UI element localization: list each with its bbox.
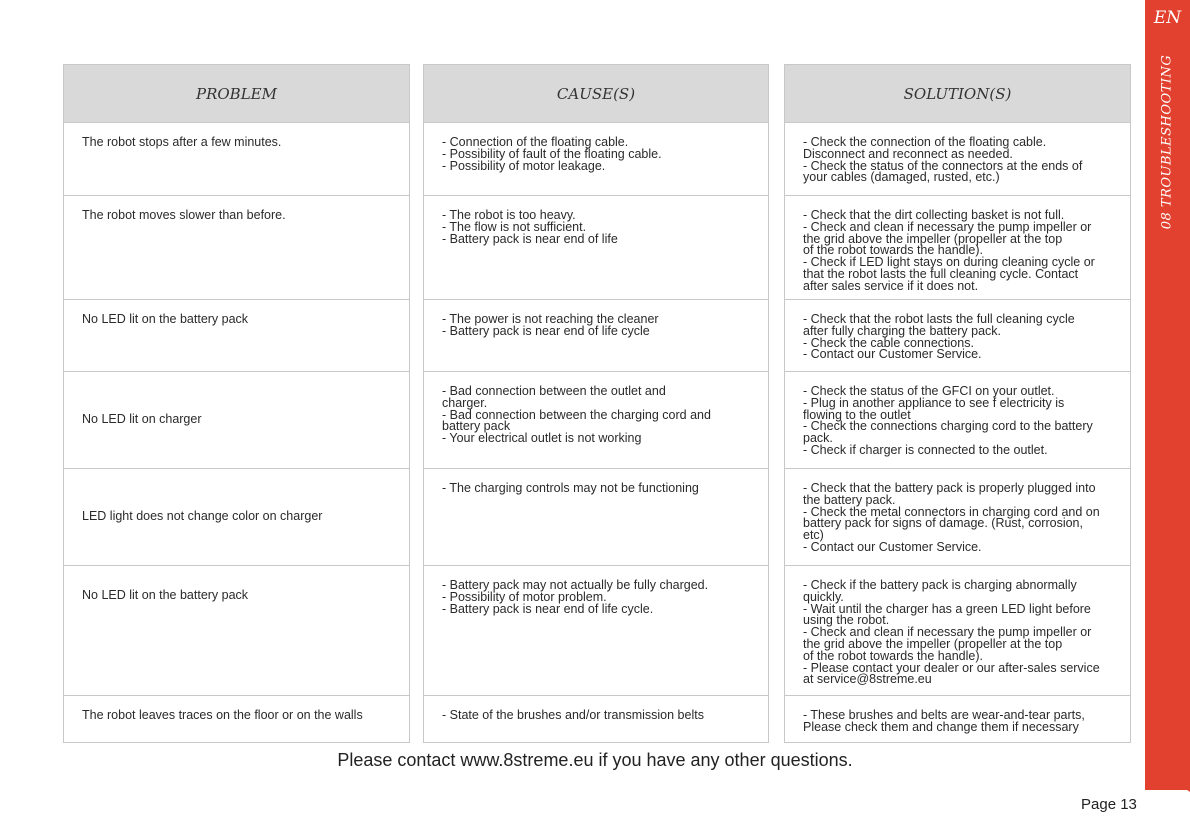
solution-cell: - Check the connection of the floating cable. Disconnect and reconnect as needed. - Check the status of the connectors at the ends of your cables (damaged, rusted, etc.) (784, 123, 1131, 196)
cause-column (423, 64, 769, 743)
cause-cell: - Connection of the floating cable. - Possibility of fault of the floating cable. - Possibility of motor leakage. (423, 123, 769, 196)
cause-cell: - The robot is too heavy. - The flow is not sufficient. - Battery pack is near end of life (423, 196, 769, 300)
solution-header: SOLUTION(S) (784, 64, 1131, 123)
solution-cell: - Check that the battery pack is properly plugged into the battery pack. - Check the metal connectors in charging cord and on battery pack for signs of damage. (Rust, corrosion, etc) - Contact our Customer Service. (784, 469, 1131, 566)
solution-cell: - Check that the dirt collecting basket is not full. - Check and clean if necessary the pump impeller or the grid above the impeller (propeller at the top of the robot towards the handle). - Check if LED light stays on during cleaning cycle or that the robot lasts the full cleaning cycle. Contact after sales service if it does not. (784, 196, 1131, 300)
cause-header: CAUSE(S) (423, 64, 769, 123)
cause-cell: - State of the brushes and/or transmission belts (423, 696, 769, 743)
problem-cell: No LED lit on the battery pack (63, 300, 410, 372)
problem-column (63, 64, 410, 743)
page-number: Page 13 (1081, 796, 1137, 813)
language-label: EN (1153, 8, 1182, 28)
solution-cell: - These brushes and belts are wear-and-tear parts, Please check them and change them if necessary (784, 696, 1131, 743)
cause-cell: - Bad connection between the outlet and charger. - Bad connection between the charging cord and battery pack - Your electrical outlet is not working (423, 372, 769, 469)
problem-header: PROBLEM (63, 64, 410, 123)
solution-column (784, 64, 1131, 743)
problem-cell: The robot stops after a few minutes. (63, 123, 410, 196)
contact-footer: Please contact www.8streme.eu if you have any other questions. (337, 750, 853, 770)
solution-cell: - Check the status of the GFCI on your outlet. - Plug in another appliance to see f electricity is flowing to the outlet - Check the connections charging cord to the battery pack. - Check if charger is connected to the outlet. (784, 372, 1131, 469)
cause-cell: - Battery pack may not actually be fully charged. - Possibility of motor problem. - Battery pack is near end of life cycle. (423, 566, 769, 696)
problem-cell: The robot leaves traces on the floor or on the walls (63, 696, 410, 743)
problem-cell: LED light does not change color on charger (63, 469, 410, 566)
problem-cell: The robot moves slower than before. (63, 196, 410, 300)
problem-cell: No LED lit on the battery pack (63, 566, 410, 696)
cause-cell: - The charging controls may not be functioning (423, 469, 769, 566)
solution-cell: - Check if the battery pack is charging abnormally quickly. - Wait until the charger has a green LED light before using the robot. - Check and clean if necessary the pump impeller or the grid above the impeller (propeller at the top of the robot towards the handle). - Please contact your dealer or our after-sales service at service@8streme.eu (784, 566, 1131, 696)
cause-cell: - The power is not reaching the cleaner - Battery pack is near end of life cycle (423, 300, 769, 372)
problem-cell: No LED lit on charger (63, 372, 410, 469)
solution-cell: - Check that the robot lasts the full cleaning cycle after fully charging the battery pack. - Check the cable connections. - Contact our Customer Service. (784, 300, 1131, 372)
section-title: 08 TROUBLESHOOTING (1159, 54, 1175, 230)
